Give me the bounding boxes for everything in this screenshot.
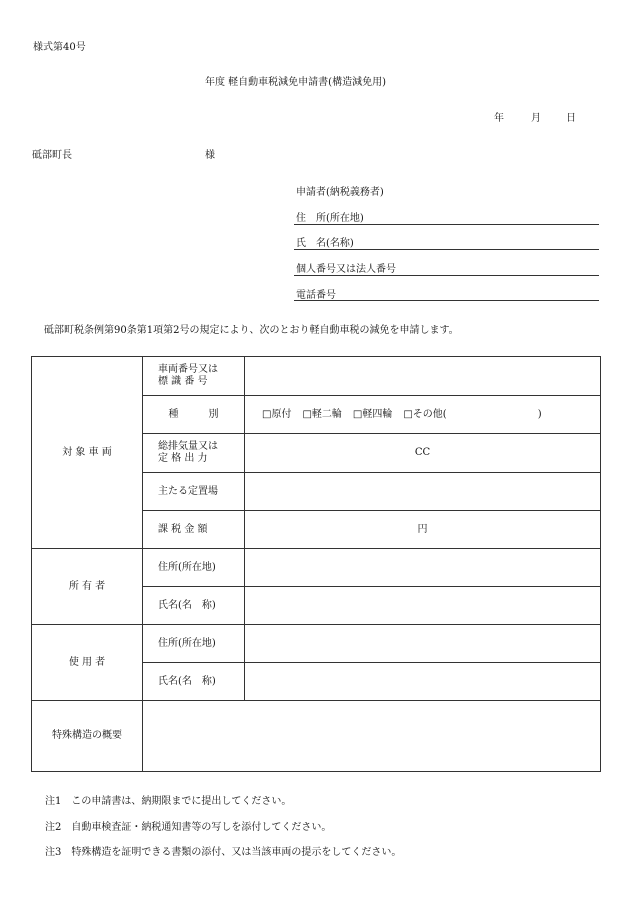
plate-number-label: 車両番号又は 標 識 番 号 xyxy=(143,357,245,396)
table-row xyxy=(32,357,601,396)
owner-address-label: 住所(所在地) xyxy=(143,549,245,587)
special-structure-field[interactable] xyxy=(143,701,601,772)
vehicle-type-field[interactable] xyxy=(245,396,601,434)
owner-name-label: 氏名(名 称) xyxy=(143,587,245,625)
owner-group-label: 所 有 者 xyxy=(32,549,143,625)
note-3: 注3 特殊構造を証明できる書類の添付、又は当該車両の提示をしてください。 xyxy=(45,847,402,858)
tax-unit: 円 xyxy=(417,523,428,535)
user-address-field[interactable] xyxy=(245,625,601,663)
plate-number-field[interactable] xyxy=(245,357,601,396)
addressee-honorific: 様 xyxy=(205,150,215,161)
owner-address-field[interactable] xyxy=(245,549,601,587)
table-row xyxy=(32,701,601,772)
applicant-id-line[interactable] xyxy=(294,275,599,276)
special-structure-label: 特殊構造の概要 xyxy=(32,701,143,772)
applicant-phone-line[interactable] xyxy=(294,300,599,301)
application-table xyxy=(31,356,601,772)
form-number: 様式第40号 xyxy=(33,42,86,53)
date-year: 年 xyxy=(494,113,504,124)
applicant-name-line[interactable] xyxy=(294,249,599,250)
table-row xyxy=(32,549,601,587)
user-address-label: 住所(所在地) xyxy=(143,625,245,663)
displacement-field[interactable] xyxy=(245,434,601,473)
type-option-close-paren: ) xyxy=(537,408,542,420)
page-title: 年度 軽自動車税減免申請書(構造減免用) xyxy=(205,77,386,88)
note-2: 注2 自動車検査証・納税通知書等の写しを添付してください。 xyxy=(45,822,332,833)
vehicle-group-label: 対 象 車 両 xyxy=(32,357,143,549)
tax-amount-label: 課 税 金 額 xyxy=(143,511,245,549)
owner-name-field[interactable] xyxy=(245,587,601,625)
note-1: 注1 この申請書は、納期限までに提出してください。 xyxy=(45,796,292,807)
date-day: 日 xyxy=(566,113,576,124)
addressee-town: 砥部町長 xyxy=(32,150,72,161)
tax-amount-field[interactable] xyxy=(245,511,601,549)
user-group-label: 使 用 者 xyxy=(32,625,143,701)
displacement-unit: CC xyxy=(414,447,431,458)
storage-location-label: 主たる定置場 xyxy=(143,473,245,511)
applicant-id-label: 個人番号又は法人番号 xyxy=(296,264,396,275)
type-option-light-4wheel[interactable]: □軽四輪 xyxy=(352,408,393,420)
applicant-heading: 申請者(納税義務者) xyxy=(296,187,384,198)
storage-location-field[interactable] xyxy=(245,473,601,511)
applicant-address-line[interactable] xyxy=(294,224,599,225)
type-option-other[interactable]: □その他( xyxy=(403,408,447,420)
date-month: 月 xyxy=(531,113,541,124)
displacement-label: 総排気量又は 定 格 出 力 xyxy=(143,434,245,473)
user-name-field[interactable] xyxy=(245,663,601,701)
applicant-address-label: 住 所(所在地) xyxy=(296,213,364,224)
user-name-label: 氏名(名 称) xyxy=(143,663,245,701)
type-option-moped[interactable]: □原付 xyxy=(262,408,292,420)
table-row xyxy=(32,625,601,663)
applicant-phone-label: 電話番号 xyxy=(296,290,336,301)
type-option-light-2wheel[interactable]: □軽二輪 xyxy=(302,408,342,420)
statement-text: 砥部町税条例第90条第1項第2号の規定により、次のとおり軽自動車税の減免を申請します。 xyxy=(44,325,459,336)
vehicle-type-label: 種 別 xyxy=(143,396,245,434)
applicant-name-label: 氏 名(名称) xyxy=(296,238,354,249)
